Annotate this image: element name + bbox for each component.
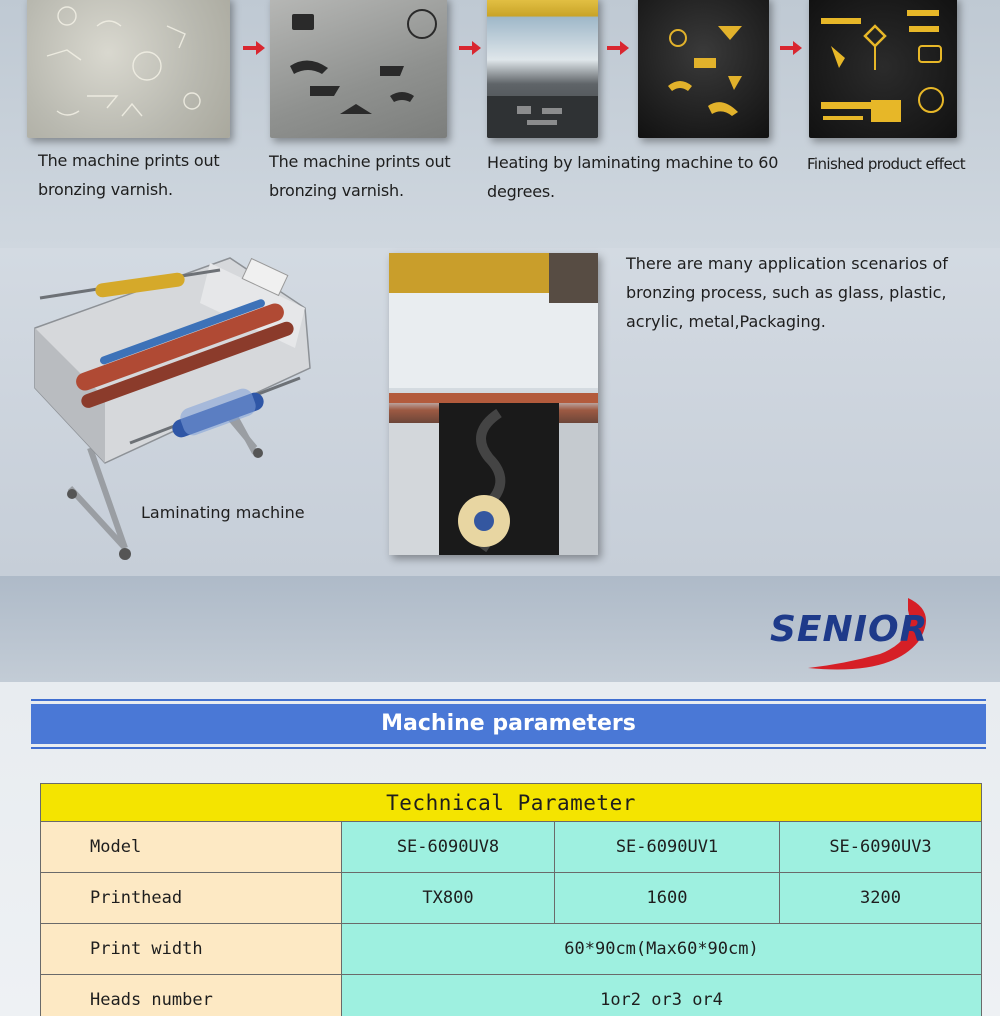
table-row [41,822,982,873]
arrow-right-icon [243,41,265,55]
arrow-right-icon [459,41,481,55]
step-caption: The machine prints out bronzing varnish. [269,152,451,200]
table-cell: SE-6090UV1 [555,822,780,873]
table-cell: TX800 [342,873,555,924]
finished-product-photo [809,0,957,138]
varnish-print-photo [27,0,230,138]
row-label: Heads number [41,975,342,1016]
row-label: Printhead [41,873,342,924]
table-cell: 1or2 or3 or4 [342,975,982,1016]
senior-logo [768,590,943,672]
parameters-section [0,682,1000,1016]
row-label: Model [41,822,342,873]
table-row [41,924,982,975]
machine-label: Laminating machine [141,503,305,522]
table-cell: SE-6090UV3 [780,822,982,873]
process-section [0,0,1000,248]
brand-print-photo [270,0,447,138]
section-title: Machine parameters [381,711,636,736]
arrow-right-icon [780,41,802,55]
table-cell: 3200 [780,873,982,924]
step-caption: The machine prints out bronzing varnish. [38,151,220,199]
table-cell: SE-6090UV8 [342,822,555,873]
bronzing-demo-photo [389,253,598,555]
gold-foil-result-photo [638,0,769,138]
table-row [41,975,982,1016]
step-caption: Finished product effect [807,155,966,173]
step-caption: Heating by laminating machine to 60 degrees. [487,153,779,201]
brand-wordmark: SENIOR [770,609,929,650]
table-header-row [41,784,982,822]
arrow-right-icon [607,41,629,55]
table-title: Technical Parameter [41,784,982,822]
table-cell: 1600 [555,873,780,924]
brand-section [0,576,1000,682]
section-banner [31,699,986,749]
table-cell: 60*90cm(Max60*90cm) [342,924,982,975]
table-row [41,873,982,924]
applications-text: There are many application scenarios of bronzing process, such as glass, plastic, acrylic, metal,Packaging. [626,254,948,331]
row-label: Print width [41,924,342,975]
laminating-foil-photo [487,0,598,138]
technical-parameter-table [40,783,982,1016]
machine-section [0,248,1000,578]
